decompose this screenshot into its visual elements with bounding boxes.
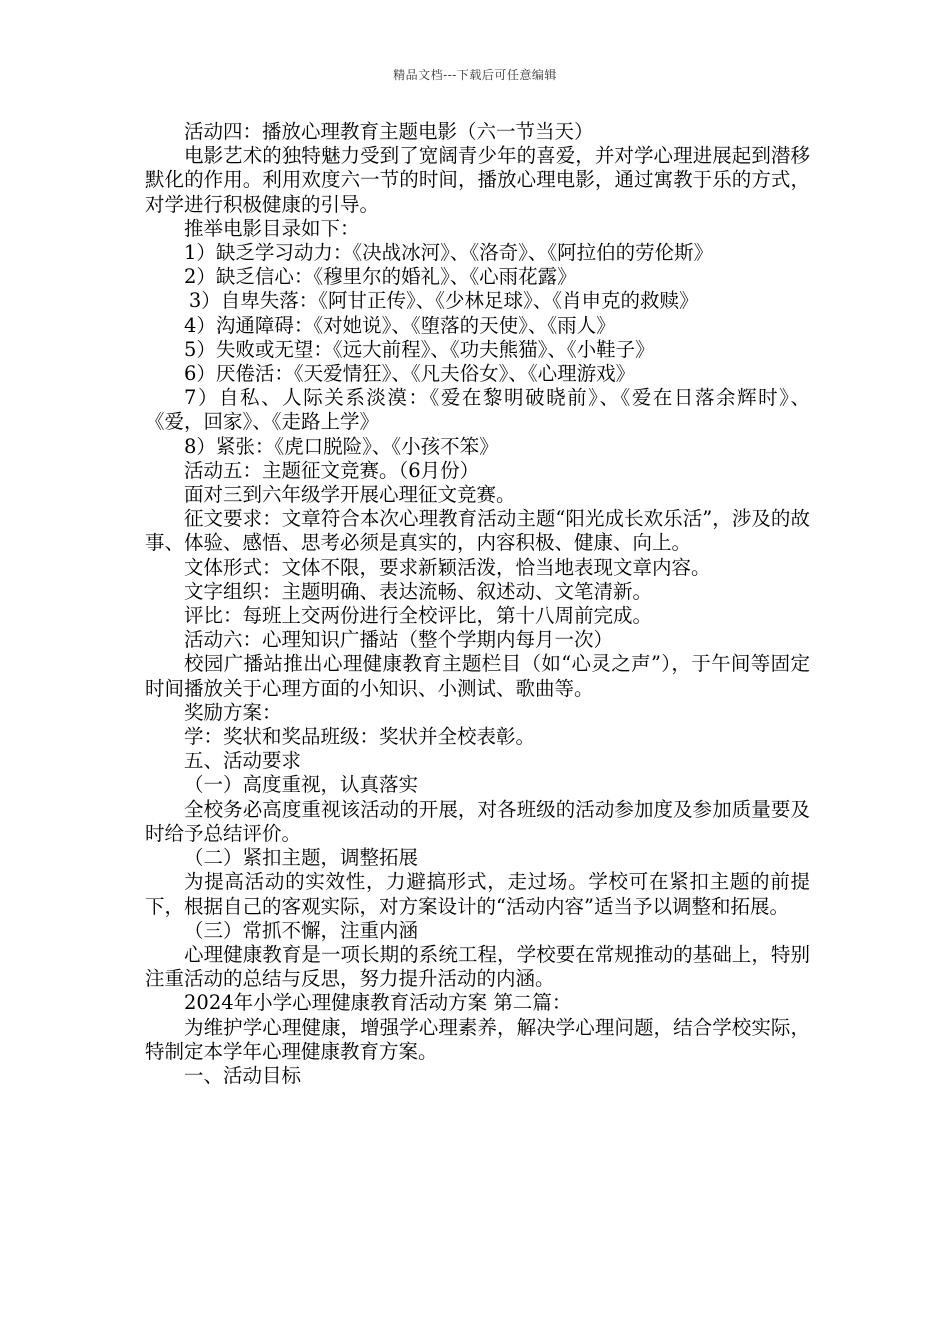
paragraph: 2）缺乏信心：《穆里尔的婚礼》、《心雨花露》 [184, 265, 577, 289]
paragraph: （二）紧扣主题，调整拓展 [184, 846, 419, 870]
paragraph: 奖励方案： [184, 700, 282, 724]
paragraph: （一）高度重视，认真落实 [184, 773, 419, 797]
paragraph: 7）自私、人际关系淡漠：《爱在黎明破晓前》、《爱在日落余辉时》、《爱，回家》、《走路上学》 [145, 386, 810, 434]
paragraph: 活动六：心理知识广播站（整个学期内每月一次） [184, 628, 614, 652]
paragraph: 5）失败或无望：《远大前程》、《功夫熊猫》、《小鞋子》 [184, 337, 655, 361]
paragraph: 推举电影目录如下： [184, 216, 360, 240]
paragraph: 3）自卑失落：《阿甘正传》、《少林足球》、《肖申克的救赎》 [188, 289, 699, 313]
paragraph: （三）常抓不懈，注重内涵 [184, 918, 419, 942]
paragraph: 为维护学心理健康，增强学心理素养，解决学心理问题，结合学校实际，特制定本学年心理健康教育方案。 [145, 1015, 810, 1063]
paragraph: 活动四：播放心理教育主题电影（六一节当天） [184, 120, 594, 143]
paragraph: 活动五：主题征文竞赛。（6月份） [184, 458, 480, 482]
paragraph: 电影艺术的独特魅力受到了宽阔青少年的喜爱，并对学心理进展起到潜移默化的作用。利用欢度六一节的时间，播放心理电影，通过寓教于乐的方式，对学进行积极健康的引导。 [145, 144, 810, 216]
paragraph: 校园广播站推出心理健康教育主题栏目（如“心灵之声”），于午间等固定时间播放关于心理方面的小知识、小测试、歌曲等。 [145, 652, 810, 700]
paragraph: 征文要求：文章符合本次心理教育活动主题“阳光成长欢乐活”，涉及的故事、体验、感悟、思考必须是真实的，内容积极、健康、向上。 [145, 507, 810, 555]
paragraph: 评比：每班上交两份进行全校评比，第十八周前完成。 [184, 604, 653, 628]
paragraph: 文体形式：文体不限，要求新颖活泼，恰当地表现文章内容。 [184, 555, 711, 579]
paragraph: 为提高活动的实效性，力避搞形式，走过场。学校可在紧扣主题的前提下，根据自己的客观实际，对方案设计的“活动内容”适当予以调整和拓展。 [145, 870, 810, 918]
paragraph: 一、活动目标 [184, 1063, 302, 1087]
paragraph: 面对三到六年级学开展心理征文竞赛。 [184, 483, 516, 507]
paragraph: 2024年小学心理健康教育活动方案 第二篇： [184, 991, 572, 1015]
document-body [145, 120, 810, 1088]
paragraph: 6）厌倦活：《天爱情狂》、《凡夫俗女》、《心理游戏》 [184, 362, 636, 386]
paragraph: 4）沟通障碍：《对她说》、《堕落的天使》、《雨人》 [184, 313, 616, 337]
paragraph: 文字组织：主题明确、表达流畅、叙述动、文笔清新。 [184, 579, 653, 603]
paragraph: 心理健康教育是一项长期的系统工程，学校要在常规推动的基础上，特别注重活动的总结与反思，努力提升活动的内涵。 [145, 942, 810, 991]
paragraph: 五、活动要求 [184, 749, 302, 773]
paragraph: 1）缺乏学习动力：《决战冰河》、《洛奇》、《阿拉伯的劳伦斯》 [184, 241, 714, 265]
paragraph: 学：奖状和奖品班级：奖状并全校表彰。 [184, 725, 536, 749]
paragraph: 8）紧张：《虎口脱险》、《小孩不笨》 [184, 434, 499, 458]
page-header: 精品文档---下载后可任意编辑 [393, 68, 557, 82]
paragraph: 全校务必高度重视该活动的开展，对各班级的活动参加度及参加质量要及时给予总结评价。 [145, 797, 810, 845]
